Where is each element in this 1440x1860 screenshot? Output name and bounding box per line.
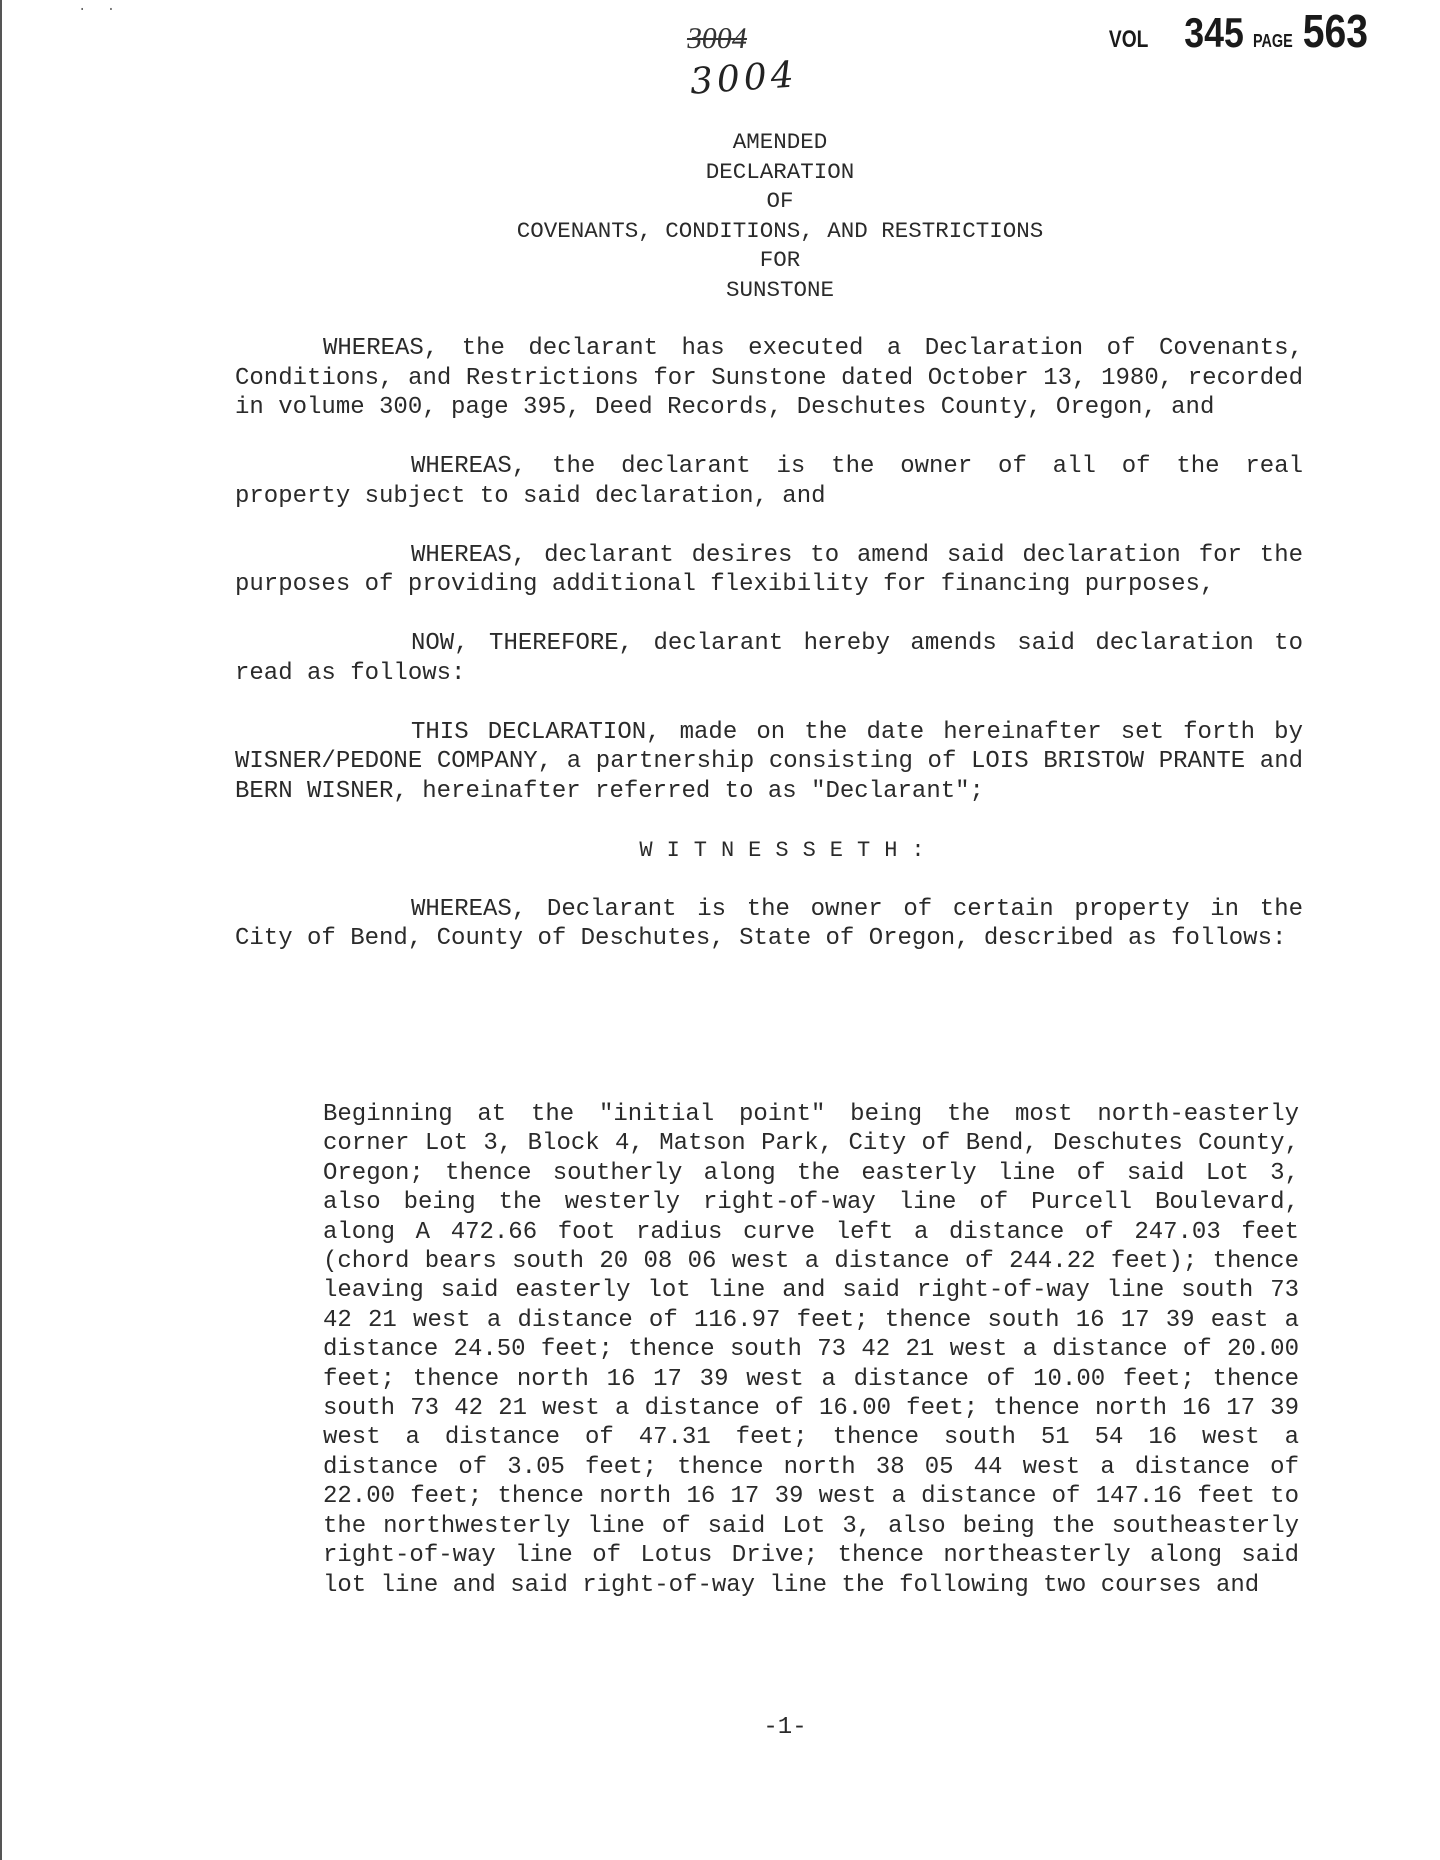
paragraph-this-declaration: THIS DECLARATION, made on the date hereinafter set forth by WISNER/PEDONE COMPANY, a partnership consisting of LOIS BRISTOW PRANTE and BERN WISNER, hereinafter referred to as "Declarant"; [235, 718, 1303, 805]
volume-page-stamp [1104, 4, 1374, 58]
witnesseth-heading: WITNESSETH: [639, 837, 939, 863]
scan-specks: · · [78, 2, 122, 18]
vol-label: VOL [1109, 26, 1149, 53]
struck-document-number: 3004 [684, 22, 750, 55]
paragraph-whereas-property: WHEREAS, Declarant is the owner of certain property in the City of Bend, County of Deschutes, State of Oregon, described as follows: [235, 895, 1303, 952]
title-line: COVENANTS, CONDITIONS, AND RESTRICTIONS [516, 217, 1044, 244]
paragraph-whereas-executed: WHEREAS, the declarant has executed a Declaration of Covenants, Conditions, and Restrictions for Sunstone dated October 13, 1980, recorded in volume 300, page 395, Deed Records, Deschutes County, Oregon, and [235, 335, 1303, 421]
paragraph-now-therefore: NOW, THEREFORE, declarant hereby amends said declaration to read as follows: [235, 630, 1303, 687]
document-body [235, 334, 1303, 983]
handwritten-document-number: 3004 [688, 54, 799, 103]
paragraph-whereas-owner: WHEREAS, the declarant is the owner of all of the real property subject to said declaration, and [235, 453, 1303, 510]
page-footer-number: -1- [763, 1714, 807, 1741]
title-line: AMENDED [732, 129, 828, 155]
title-line: OF [766, 188, 794, 214]
document-title [0, 128, 1440, 305]
vol-number: 345 [1184, 9, 1245, 56]
title-line: FOR [759, 247, 801, 273]
page-number-stamp: 563 [1303, 5, 1369, 57]
legal-description: Beginning at the "initial point" being the most north-easterly corner Lot 3, Block 4, Matson Park, City of Bend, Deschutes County, Oregon; thence southerly along the easterly line of said Lot 3, also being the westerly right-of-way line of Purcell Boulevard, along A 472.66 foot radius curve left a distance of 247.03 feet (chord bears south 20 08 06 west a distance of 244.22 feet); thence leaving said easterly lot line and said right-of-way line south 73 42 21 west a distance of 116.97 feet; thence south 16 17 39 east a distance 24.50 feet; thence south 73 42 21 west a distance of 20.00 feet; thence north 16 17 39 west a distance of 10.00 feet; thence south 73 42 21 west a distance of 16.00 feet; thence north 16 17 39 west a distance of 47.31 feet; thence south 51 54 16 west a distance of 3.05 feet; thence north 38 05 44 west a distance of 22.00 feet; thence north 16 17 39 west a distance of 147.16 feet to the northwesterly line of said Lot 3, also being the southeasterly right-of-way line of Lotus Drive; thence northeasterly along said lot line and said right-of-way line the following two courses and [323, 1101, 1299, 1599]
page-label: PAGE [1252, 31, 1293, 51]
paragraph-whereas-amend: WHEREAS, declarant desires to amend said declaration for the purposes of providing additional flexibility for financing purposes, [235, 541, 1303, 598]
title-line: SUNSTONE [725, 276, 835, 303]
title-line: DECLARATION [705, 158, 855, 185]
